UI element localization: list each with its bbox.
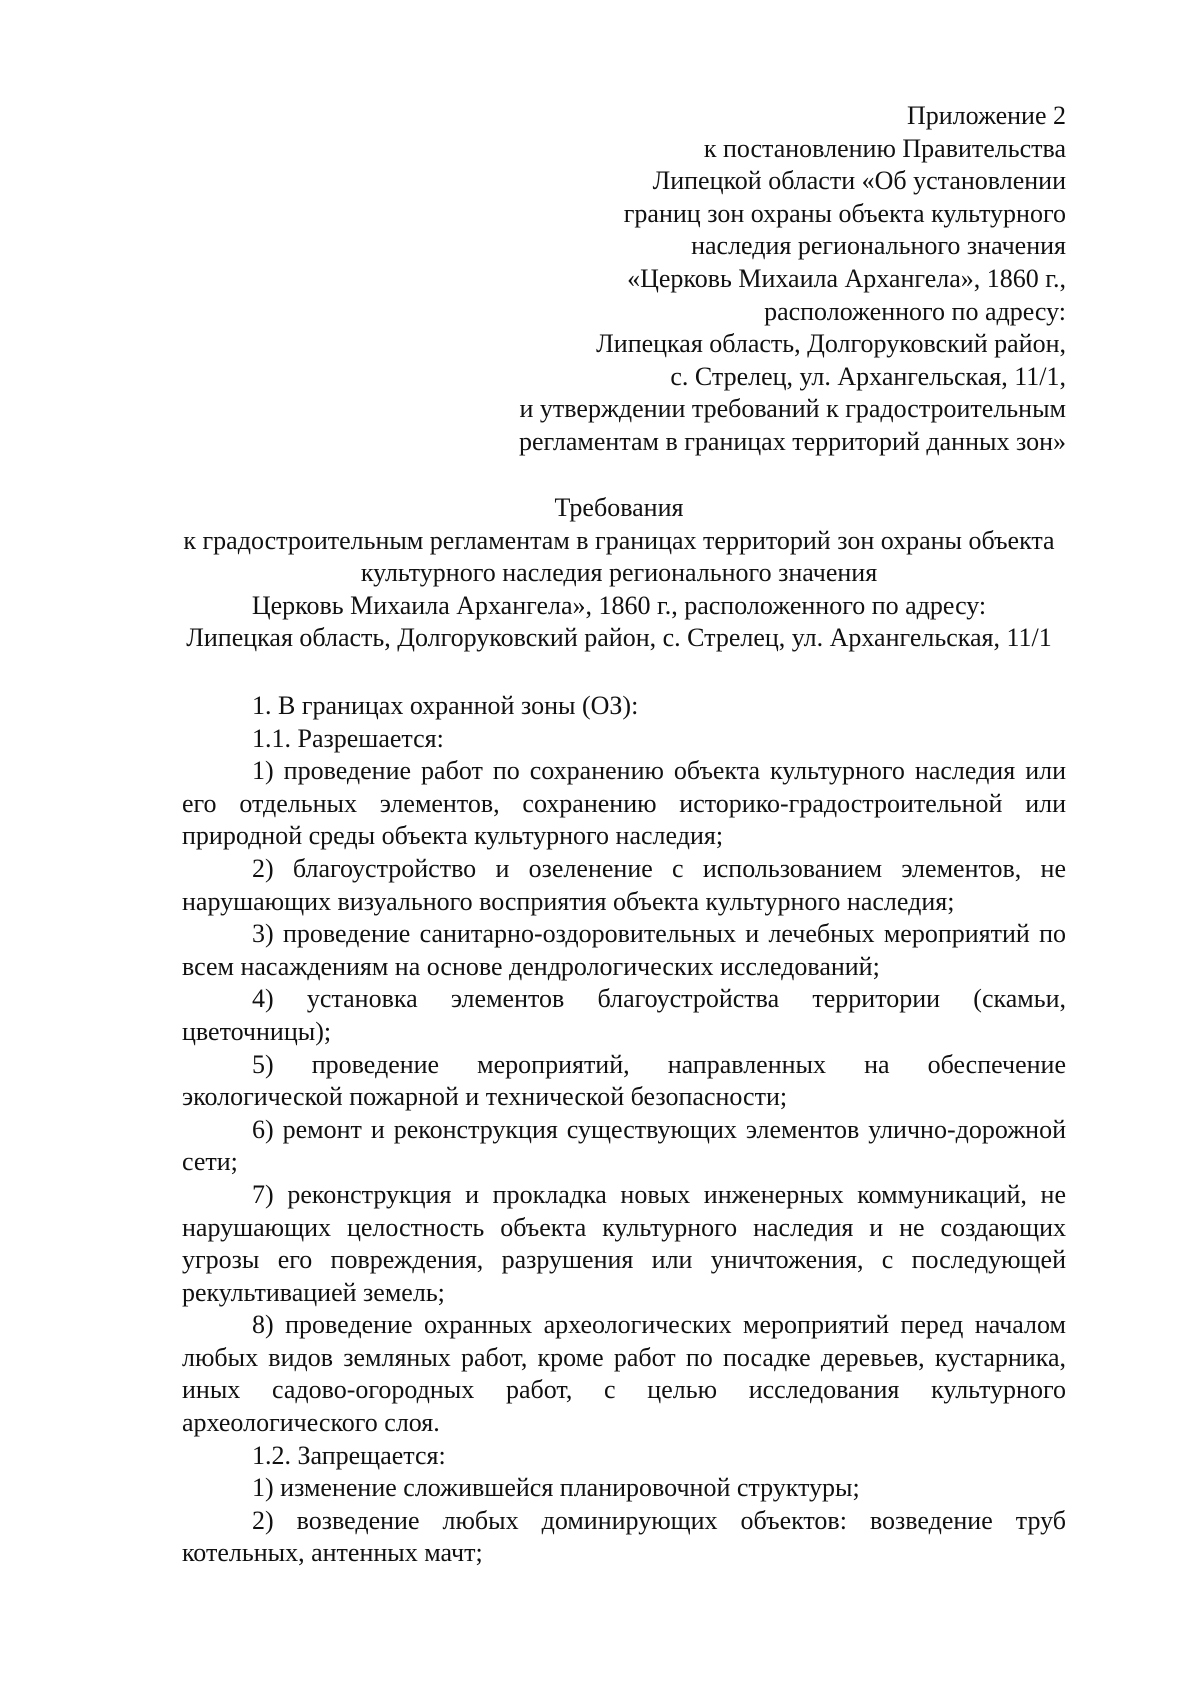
title-line: к градостроительным регламентам в границах территорий зон охраны объекта xyxy=(183,525,1055,555)
list-item: 2) благоустройство и озеленение с использованием элементов, не нарушающих визуального восприятия объекта культурного наследия; xyxy=(182,853,1066,916)
list-item: 5) проведение мероприятий, направленных на обеспечение экологической пожарной и технической безопасности; xyxy=(182,1049,1066,1112)
subsection-heading: 1.2. Запрещается: xyxy=(252,1440,446,1470)
list-item: 7) реконструкция и прокладка новых инженерных коммуникаций, не нарушающих целостность объекта культурного наследия и не создающих угрозы его повреждения, разрушения или уничтожения, с последующей рекультивацией земель; xyxy=(182,1179,1066,1307)
title-line: Липецкая область, Долгоруковский район, с. Стрелец, ул. Архангельская, 11/1 xyxy=(186,623,1052,653)
document-body xyxy=(182,690,1066,1570)
list-item: 1) проведение работ по сохранению объекта культурного наследия или его отдельных элементов, сохранению историко-градостроительной или природной среды объекта культурного наследия; xyxy=(182,756,1066,851)
title-line: Требования xyxy=(554,493,684,522)
appendix-line: и утверждении требований к градостроительным xyxy=(519,394,1066,424)
section-heading: 1. В границах охранной зоны (ОЗ): xyxy=(252,691,639,720)
title-line: Церковь Михаила Архангела», 1860 г., расположенного по адресу: xyxy=(251,590,987,620)
appendix-header xyxy=(426,100,1066,459)
appendix-line: к постановлению Правительства xyxy=(703,133,1066,163)
appendix-line: наследия регионального значения xyxy=(691,231,1066,261)
list-item: 2) возведение любых доминирующих объектов: возведение труб котельных, антенных мачт; xyxy=(182,1505,1066,1568)
list-item: 8) проведение охранных археологических мероприятий перед началом любых видов земляных работ, кроме работ по посадке деревьев, кустарника, иных садово-огородных работ, с целью исследования культурного археологического слоя. xyxy=(182,1310,1066,1438)
list-item: 1) изменение сложившейся планировочной структуры; xyxy=(252,1473,860,1503)
list-item: 3) проведение санитарно-оздоровительных и лечебных мероприятий по всем насаждениям на основе дендрологических исследований; xyxy=(182,919,1066,981)
appendix-line: границ зон охраны объекта культурного xyxy=(623,198,1066,228)
document-title xyxy=(172,492,1066,655)
appendix-line: Липецкая область, Долгоруковский район, xyxy=(596,329,1066,359)
list-item: 6) ремонт и реконструкция существующих элементов улично-дорожной сети; xyxy=(182,1114,1066,1177)
appendix-line: с. Стрелец, ул. Архангельская, 11/1, xyxy=(670,361,1066,391)
list-item: 4) установка элементов благоустройства территории (скамьи, цветочницы); xyxy=(182,984,1066,1046)
appendix-line: регламентам в границах территорий данных зон» xyxy=(518,426,1066,456)
appendix-line: Липецкой области «Об установлении xyxy=(652,166,1066,196)
appendix-line: расположенного по адресу: xyxy=(764,296,1066,326)
title-line: культурного наследия регионального значения xyxy=(360,558,878,588)
subsection-heading: 1.1. Разрешается: xyxy=(252,723,444,753)
appendix-line: Приложение 2 xyxy=(906,101,1066,130)
appendix-line: «Церковь Михаила Архангела», 1860 г., xyxy=(627,263,1066,293)
